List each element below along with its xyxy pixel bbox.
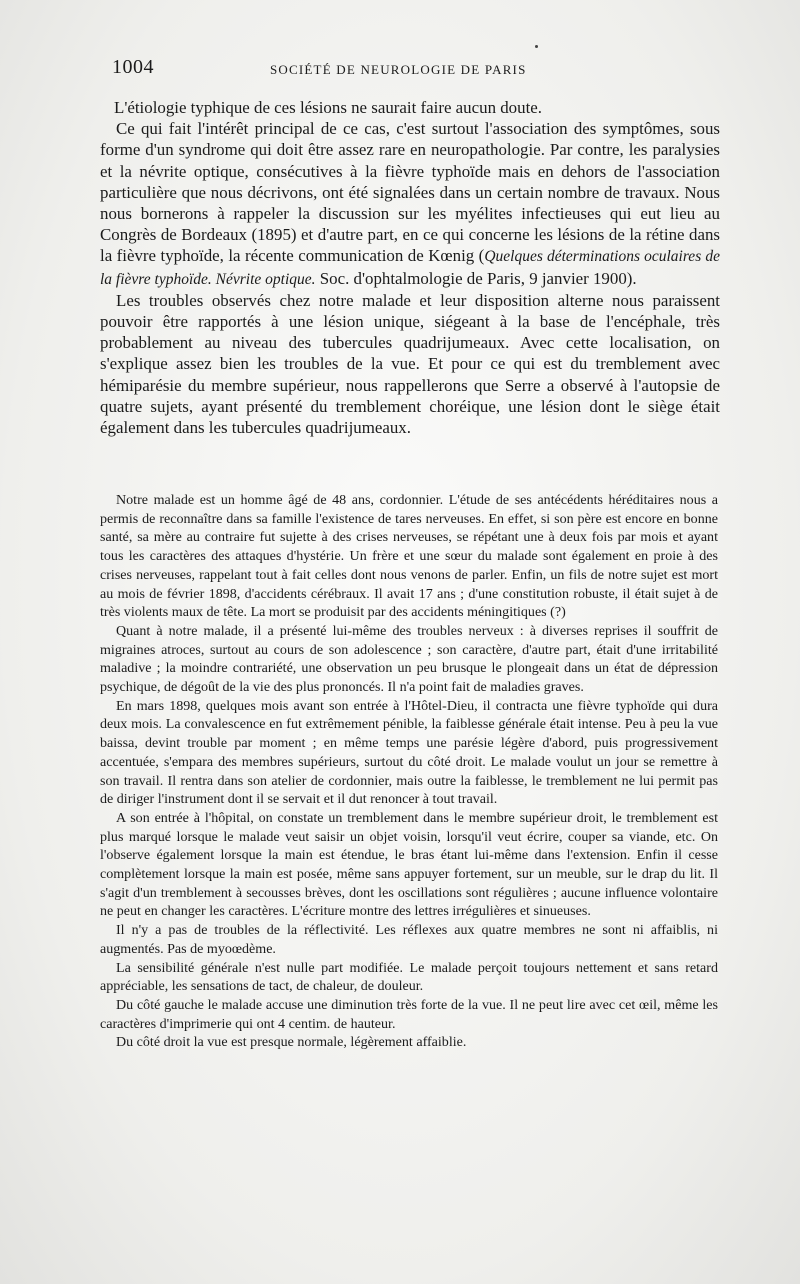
scan-speck (535, 45, 538, 48)
observation-paragraph: A son entrée à l'hôpital, on constate un tremblement dans le membre supérieur droit, le tremblement est plus marqué lorsque le malade veut saisir un objet voisin, lorsqu'il veut écrire, couper sa viande, etc. On l'observe également lorsque la main est étendue, le bras étant lui-même dans l'extension. Enfin il cesse complètement lorsque la main est posée, même sans appuyer fortement, sur un meuble, sur le drap du lit. Il s'agit d'un tremblement à secousses brèves, dont les oscillations sont régulières ; aucune influence volontaire ne peut en changer les caractères. L'écriture montre des lettres irrégulières et sinueuses. (100, 809, 718, 920)
citation-title: Quelques déterminations oculaires de la fièvre typhoïde. Névrite optique. (100, 248, 720, 288)
observation-paragraph: Du côté droit la vue est presque normale, légèrement affaiblie. (116, 1034, 467, 1051)
citation-source: Soc. d'ophtalmologie de Paris, 9 janvier 1900). (315, 268, 637, 288)
page-number: 1004 (112, 56, 154, 78)
observation-paragraph: Du côté gauche le malade accuse une diminution très forte de la vue. Il ne peut lire avec cet œil, même les caractères d'imprimerie qui ont 4 centim. de hauteur. (100, 996, 718, 1032)
observation-paragraph: En mars 1898, quelques mois avant son entrée à l'Hôtel-Dieu, il contracta une fièvre typhoïde qui dura deux mois. La convalescence en fut extrêmement pénible, la faiblesse générale était intense. Peu à peu la vue baissa, devint trouble par moment ; en même temps une parésie légère d'abord, puis progressivement accentuée, s'empara des membres supérieurs, surtout du côté droit. Le malade voulut un jour se remettre à son travail. Il rentra dans son atelier de cordonnier, mais outre la faiblesse, le tremblement ne lui permit pas de diriger l'instrument dont il se servait et il dut renoncer à tout travail. (100, 697, 718, 808)
body-paragraph (100, 118, 720, 290)
observation-paragraph: Il n'y a pas de troubles de la réflectivité. Les réflexes aux quatre membres ne sont ni affaiblis, ni augmentés. Pas de myoœdème. (100, 922, 718, 957)
body-paragraph-text: Ce qui fait l'intérêt principal de ce cas, c'est surtout l'association des symptômes, sous forme d'un syndrome qui doit être assez rare en neuropathologie. Par contre, les paralysies et la névrite optique, consécutives à la fièvre typhoïde mais en dehors de l'association particulière que nous décrivons, ont été signalées dans un certain nombre de travaux. Nous nous bornerons à rappeler la discussion sur les myélites infectieuses qui eut lieu au Congrès de Bordeaux (1895) et d'autre part, en ce qui concerne les lésions de la rétine dans la fièvre typhoïde, la récente communication de Kœnig ( (100, 119, 720, 266)
observation-paragraph: La sensibilité générale n'est nulle part modifiée. Le malade perçoit toujours nettement et sans retard appréciable, les sensations de tact, de chaleur, de douleur. (100, 959, 718, 995)
body-paragraph: L'étiologie typhique de ces lésions ne saurait faire aucun doute. (114, 98, 542, 117)
observation-paragraph: Notre malade est un homme âgé de 48 ans, cordonnier. L'étude de ses antécédents héréditaires nous a permis de reconnaître dans sa famille l'existence de tares nerveuses. En effet, si son père est encore en bonne santé, sa mère au contraire fut sujette à des crises nerveuses, se répétant une à deux fois par mois et ayant tous les caractères des attaques d'hystérie. Un frère et une sœur du malade sont également en proie à des crises nerveuses, rappelant tout à fait celles dont nous venons de parler. Enfin, un fils de notre sujet est mort au mois de février 1898, d'accidents cérébraux. Il avait 17 ans ; d'une constitution robuste, il était sujet à de très violents maux de tête. La mort se produisit par des accidents méningitiques (?) (100, 492, 718, 621)
observation-text (100, 491, 718, 1052)
body-paragraph: Les troubles observés chez notre malade et leur disposition alterne nous paraissent pouvoir être rapportés à une lésion unique, siégeant à la base de l'encéphale, très probablement au niveau des tubercules quadrijumeaux. Avec cette localisation, on s'explique assez bien les troubles de la vue. Et pour ce qui est du tremblement avec hémiparésie du membre supérieur, nous rappellerons que Serre a observé à l'autopsie de quatre sujets, ayant présenté du tremblement choréique, une lésion dont le siège était également dans les tubercules quadrijumeaux. (100, 290, 720, 438)
main-text (100, 97, 720, 438)
observation-paragraph: Quant à notre malade, il a présenté lui-même des troubles nerveux : à diverses reprises il souffrit de migraines atroces, surtout au cours de son adolescence ; son caractère, d'autre part, était d'une irritabilité maladive ; la moindre contrariété, une observation un peu brusque le plongeait dans un état de dépression psychique, de dégoût de la vie des plus prononcés. Il n'a point fait de maladies graves. (100, 622, 718, 696)
page-header (112, 56, 712, 86)
running-head: SOCIÉTÉ DE NEUROLOGIE DE PARIS (270, 62, 527, 77)
